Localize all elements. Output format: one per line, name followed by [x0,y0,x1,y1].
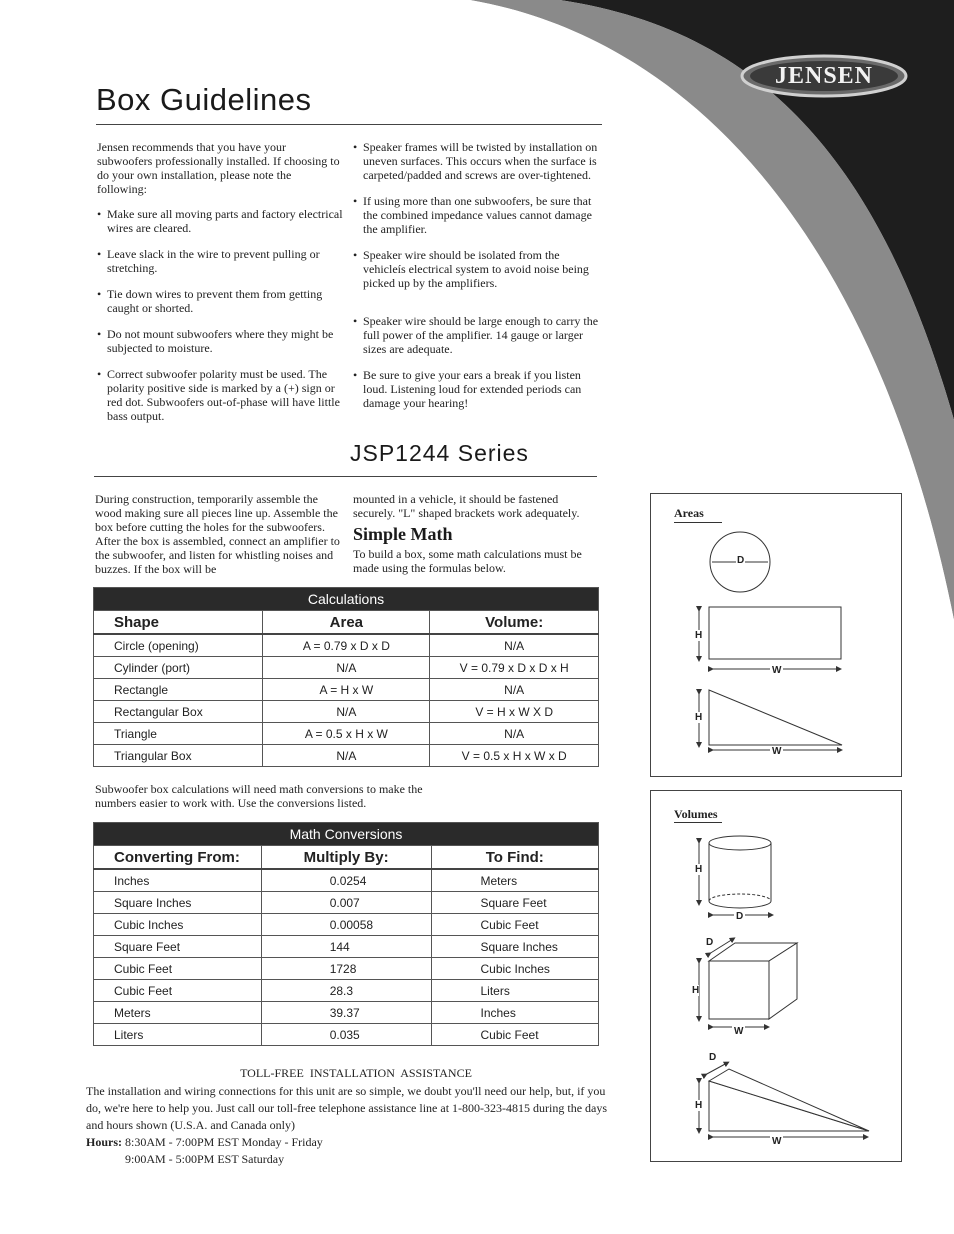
volume-shapes-drawing [651,791,901,1161]
table-row [94,914,599,936]
intro-right-column [353,140,603,422]
assistance-heading: TOLL-FREE INSTALLATION ASSISTANCE [240,1066,472,1080]
table-cell: Liters [431,980,599,1002]
rect-w-label: W [772,665,782,676]
wedge-h-label: H [695,1100,703,1111]
table-cell: A = H x W [263,679,430,701]
cylinder-d-label: D [736,911,744,922]
tri-h-label: H [695,712,703,723]
table-cell: Cylinder (port) [94,657,263,679]
table-cell: Cubic Feet [94,980,262,1002]
table-row [94,958,599,980]
column-header: Multiply By: [261,846,431,870]
table-row [94,634,599,657]
table-cell: Triangular Box [94,745,263,767]
tri-w-label: W [772,746,782,757]
box-w-label: W [734,1026,744,1037]
column-header: Shape [94,611,263,635]
table-cell: Meters [431,869,599,892]
assistance-text: The installation and wiring connections for this unit are so simple, we doubt you'll need our help, but, if you do, we're here to help you. Just call our toll-free telephone assistance line at 1-800-323-4815 during the days and hours shown (U.S.A. and Canada only) [86,1084,608,1132]
circle-d-label: D [737,555,745,566]
column-header: To Find: [431,846,599,870]
construction-right-text: mounted in a vehicle, it should be fastened securely. "L" shaped brackets work adequately. [353,492,580,520]
list-item: • Do not mount subwoofers where they might be subjected to moisture. [97,327,343,355]
table-cell: Circle (opening) [94,634,263,657]
list-item: • Correct subwoofer polarity must be used. The polarity positive side is marked by a (+) sign or red dot. Subwoofers out-of-phase will have little bass output. [97,367,343,423]
table-row [94,980,599,1002]
list-item: • Speaker wire should be isolated from the vehicleís electrical system to avoid noise being picked up by the amplifiers. [353,248,603,290]
list-item: • Be sure to give your ears a break if you listen loud. Listening loud for extended periods can damage your hearing! [353,368,603,410]
intro-paragraph: Jensen recommends that you have your subwoofers professionally installed. If choosing to do your own installation, please note the following: [97,140,340,196]
construction-left-text: During construction, temporarily assemble the wood making sure all pieces line up. Assemble the box before cutting the holes for the subwoofers. After the box is assembled, connect an amplifier to the subwoofer, and listen for whistling noises and buzzes. If the box will be [95,492,340,576]
table-cell: Square Inches [431,936,599,958]
table-row [94,701,599,723]
page-title: Box Guidelines [96,82,312,117]
list-item: • Tie down wires to prevent them from getting caught or shorted. [97,287,343,315]
table-cell: N/A [430,679,599,701]
table-row [94,679,599,701]
table-cell: Cubic Feet [94,958,262,980]
list-item: • Speaker wire should be large enough to carry the full power of the amplifier. 14 gauge or larger sizes are adequate. [353,314,603,356]
table-row [94,657,599,679]
table-cell: Liters [94,1024,262,1046]
table-row [94,869,599,892]
table-cell: 0.007 [261,892,431,914]
table-cell: Rectangular Box [94,701,263,723]
table-row [94,892,599,914]
column-header: Converting From: [94,846,262,870]
table-row [94,1002,599,1024]
cylinder-h-label: H [695,864,703,875]
hours-label: Hours: [86,1135,122,1149]
table-cell: Cubic Feet [431,1024,599,1046]
table-cell: N/A [263,701,430,723]
area-shapes-drawing [651,494,901,776]
table-cell: 0.035 [261,1024,431,1046]
table-cell: Square Feet [94,936,262,958]
calculations-title: Calculations [94,588,599,611]
conversion-note: Subwoofer box calculations will need math conversions to make the numbers easier to work with. Use the conversions listed. [95,782,423,810]
logo-text: JENSEN [774,63,874,89]
table-cell: V = 0.5 x H x W x D [430,745,599,767]
column-header: Volume: [430,611,599,635]
list-item: • Make sure all moving parts and factory electrical wires are cleared. [97,207,343,235]
table-cell: Cubic Feet [431,914,599,936]
jensen-logo [740,54,908,98]
table-cell: 0.0254 [261,869,431,892]
column-header: Area [263,611,430,635]
table-cell: A = 0.5 x H x W [263,723,430,745]
areas-diagram [650,493,902,777]
table-cell: Cubic Inches [94,914,262,936]
table-row [94,936,599,958]
table-cell: N/A [430,634,599,657]
list-item: • Leave slack in the wire to prevent pulling or stretching. [97,247,343,275]
list-item: • Speaker frames will be twisted by installation on uneven surfaces. This occurs when the surface is carpeted/padded and screws are over-tightened. [353,140,603,182]
table-cell: N/A [263,657,430,679]
volumes-title: Volumes [674,807,718,821]
table-cell: 1728 [261,958,431,980]
series-rule [94,476,597,477]
hours-saturday: 9:00AM - 5:00PM EST Saturday [125,1152,285,1166]
table-cell: 39.37 [261,1002,431,1024]
table-cell: Cubic Inches [431,958,599,980]
table-cell: Square Inches [94,892,262,914]
table-cell: 28.3 [261,980,431,1002]
volumes-diagram [650,790,902,1162]
table-row [94,745,599,767]
wedge-w-label: W [772,1136,782,1147]
table-cell: 144 [261,936,431,958]
simple-math-heading: Simple Math [353,524,453,544]
box-d-label: D [706,937,714,948]
calculations-table [93,587,599,767]
conversions-table [93,822,599,1046]
conversions-title: Math Conversions [94,823,599,846]
table-cell: N/A [430,723,599,745]
table-cell: Meters [94,1002,262,1024]
title-rule [96,124,602,125]
list-item: • If using more than one subwoofers, be sure that the combined impedance values cannot damage the amplifier. [353,194,603,236]
hours-weekday: 8:30AM - 7:00PM EST Monday - Friday [125,1135,323,1149]
table-cell: Triangle [94,723,263,745]
series-title: JSP1244 Series [350,440,529,466]
rect-h-label: H [695,630,703,641]
table-cell: N/A [263,745,430,767]
table-cell: A = 0.79 x D x D [263,634,430,657]
table-cell: V = 0.79 x D x D x H [430,657,599,679]
table-cell: V = H x W X D [430,701,599,723]
table-row [94,723,599,745]
simple-math-text: To build a box, some math calculations must be made using the formulas below. [353,547,582,575]
table-row [94,1024,599,1046]
intro-left-column [97,140,343,435]
wedge-d-label: D [709,1052,717,1063]
table-cell: Rectangle [94,679,263,701]
hours-line [86,1134,323,1151]
box-h-label: H [692,985,700,996]
table-cell: 0.00058 [261,914,431,936]
table-cell: Square Feet [431,892,599,914]
table-cell: Inches [94,869,262,892]
areas-title: Areas [674,506,704,520]
table-cell: Inches [431,1002,599,1024]
